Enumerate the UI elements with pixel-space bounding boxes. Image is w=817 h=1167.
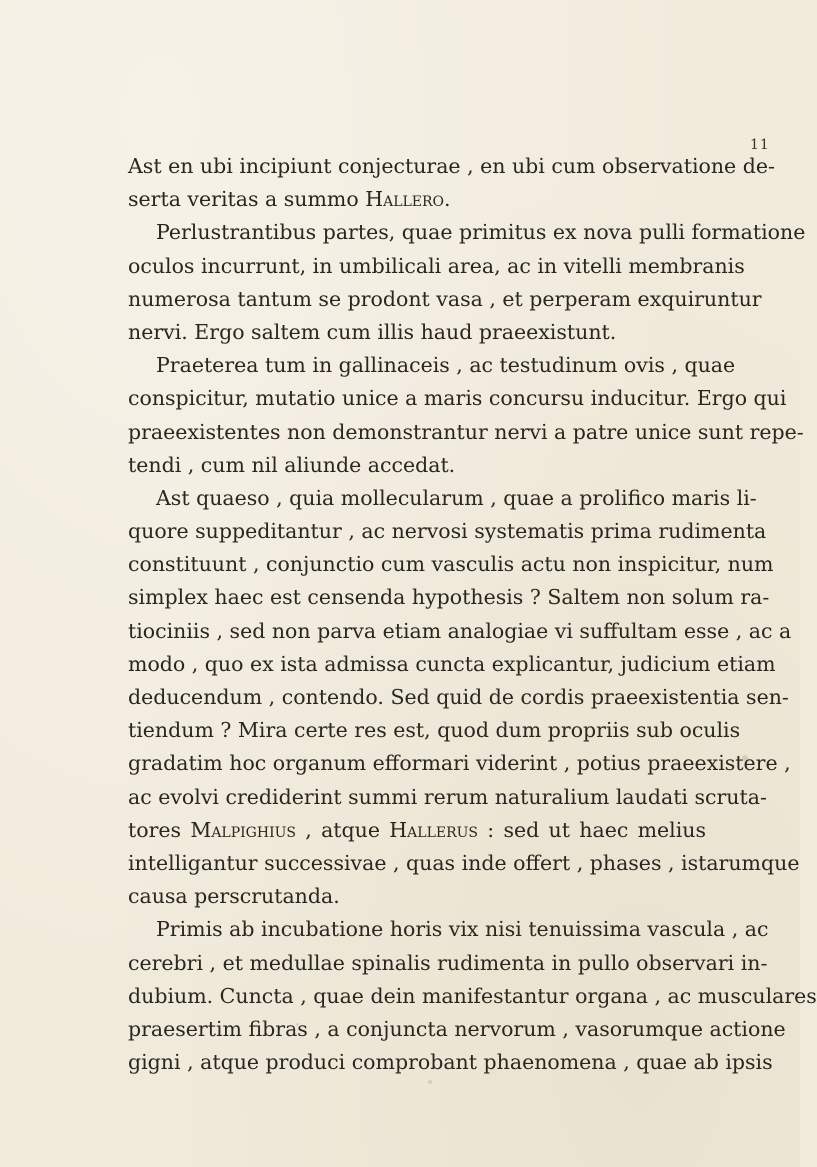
text-segment: cerebri , et medullae spinalis rudimenta in pullo observari in- — [128, 950, 768, 975]
text-segment: deducendum , contendo. Sed quid de cordis praeexistentia sen- — [128, 685, 789, 709]
page-number: 11 — [750, 137, 770, 153]
text-segment: . — [444, 187, 451, 212]
text-line — [128, 847, 800, 880]
text-segment: praeexistentes non demonstrantur nervi a patre unice sunt repe- — [128, 419, 804, 444]
text-line — [128, 316, 706, 349]
text-line — [128, 781, 767, 814]
proper-name: Hallerus — [389, 817, 479, 842]
text-line — [128, 747, 791, 780]
text-line — [128, 615, 792, 648]
text-segment: quore suppeditantur , ac nervosi systematis prima rudimenta — [128, 519, 767, 544]
text-segment: tores — [128, 817, 191, 842]
text-line — [128, 216, 806, 249]
text-line — [128, 714, 741, 747]
proper-name: Malpighius — [190, 817, 296, 842]
text-line — [128, 449, 706, 482]
text-line — [128, 283, 762, 316]
text-segment: oculos incurrunt, in umbilicali area, ac in vitelli membranis — [128, 253, 745, 278]
paper-spot — [296, 1023, 299, 1026]
text-segment: tendi , cum nil aliunde accedat. — [128, 452, 456, 477]
proper-name: Hallero — [365, 187, 445, 212]
text-line — [128, 382, 787, 415]
text-segment: : sed ut haec melius — [478, 817, 706, 842]
text-segment: Ast en ubi incipiunt conjecturae , en ubi cum observatione de- — [128, 154, 775, 178]
paper-spot — [428, 1080, 432, 1084]
text-segment: Perlustrantibus partes, quae primitus ex nova pulli formatione — [156, 220, 806, 245]
text-segment: causa perscrutanda. — [128, 884, 340, 909]
text-segment: tiociniis , sed non parva etiam analogiae vi suffultam esse , ac a — [128, 618, 792, 643]
body-text — [128, 150, 817, 1079]
text-segment: gradatim hoc organum efformari viderint , potius praeexistere , — [128, 751, 791, 776]
text-line — [128, 416, 804, 449]
text-line — [128, 183, 706, 216]
text-segment: dubium. Cuncta , quae dein manifestantur organa , ac musculares — [128, 983, 817, 1008]
text-line — [128, 548, 774, 581]
text-line — [128, 648, 776, 681]
text-segment: conspicitur, mutatio unice a maris concursu inducitur. Ergo qui — [128, 386, 787, 411]
text-segment: , atque — [296, 817, 390, 842]
text-segment: constituunt , conjunctio cum vasculis actu non inspicitur, num — [128, 552, 774, 577]
text-segment: ac evolvi crediderint summi rerum naturalium laudati scruta- — [128, 784, 767, 809]
text-line — [128, 1013, 786, 1046]
text-segment: nervi. Ergo saltem cum illis haud praeexistunt. — [128, 319, 617, 344]
text-line — [128, 515, 767, 548]
text-segment: simplex haec est censenda hypothesis ? Saltem non solum ra- — [128, 585, 770, 610]
paper-spot — [742, 755, 748, 761]
text-line — [128, 947, 768, 980]
text-segment: numerosa tantum se prodont vasa , et perperam exquiruntur — [128, 286, 762, 311]
text-segment: tiendum ? Mira certe res est, quod dum propriis sub oculis — [128, 718, 741, 743]
text-line — [128, 913, 769, 946]
text-segment: Ast quaeso , quia mollecularum , quae a prolifico maris li- — [156, 485, 757, 510]
text-segment: serta veritas a summo — [128, 187, 366, 212]
text-line — [128, 980, 817, 1013]
text-line — [128, 681, 789, 714]
text-segment: gigni , atque produci comprobant phaenomena , quae ab ipsis — [128, 1050, 773, 1075]
text-line — [128, 581, 770, 614]
text-line — [128, 150, 775, 183]
text-segment: Primis ab incubatione horis vix nisi tenuissima vascula , ac — [156, 917, 769, 942]
text-segment: intelligantur successivae , quas inde offert , phases , istarumque — [128, 850, 800, 875]
text-line — [128, 250, 745, 283]
text-segment: praesertim fibras , a conjuncta nervorum , vasorumque actione — [128, 1016, 786, 1041]
text-line — [128, 880, 706, 913]
text-line — [128, 349, 736, 382]
text-line — [128, 814, 706, 847]
text-segment: modo , quo ex ista admissa cuncta explicantur, judicium etiam — [128, 651, 776, 676]
text-segment: Praeterea tum in gallinaceis , ac testudinum ovis , quae — [156, 353, 736, 378]
text-line — [128, 1046, 773, 1079]
text-line — [128, 482, 757, 515]
